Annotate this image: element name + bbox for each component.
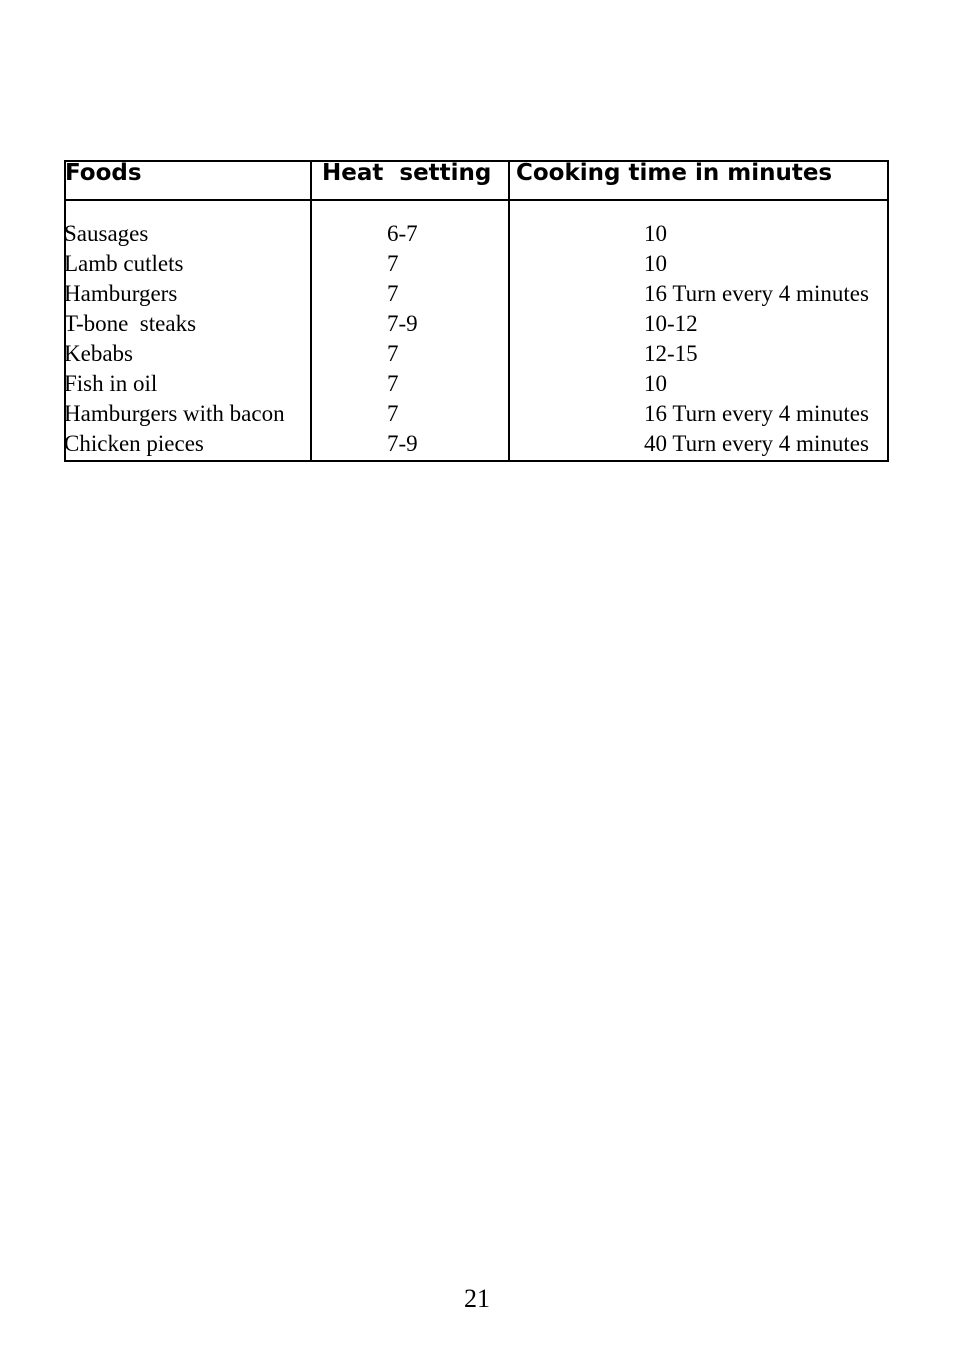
table-row-time: 10	[644, 221, 667, 246]
table-row-time: 10	[644, 251, 667, 276]
table-row-time: 12-15	[644, 341, 698, 366]
header-heat-setting: Heat setting	[322, 160, 492, 186]
table-row-food: Sausages	[64, 221, 149, 246]
table-row-heat: 6-7	[387, 221, 418, 246]
table-row-heat: 7	[387, 251, 399, 276]
page-number: 21	[464, 1284, 490, 1313]
column-divider	[508, 160, 510, 462]
table-row-food: Kebabs	[64, 341, 133, 366]
table-row-heat: 7	[387, 371, 399, 396]
header-foods: Foods	[65, 160, 142, 186]
table-row-heat: 7-9	[387, 431, 418, 456]
table-row-time: 10	[644, 371, 667, 396]
table-row-heat: 7	[387, 341, 399, 366]
table-row-time: 16 Turn every 4 minutes	[644, 401, 869, 426]
table-row-time: 10-12	[644, 311, 698, 336]
column-divider	[310, 160, 312, 462]
header-cooking-time: Cooking time in minutes	[516, 160, 833, 186]
table-row-food: Hamburgers with bacon	[64, 401, 285, 426]
table-row-time: 16 Turn every 4 minutes	[644, 281, 869, 306]
table-row-heat: 7	[387, 401, 399, 426]
table-row-food: T-bone steaks	[64, 311, 197, 336]
table-row-food: Fish in oil	[64, 371, 158, 396]
table-row-food: Chicken pieces	[64, 431, 204, 456]
table-row-food: Hamburgers	[64, 281, 178, 306]
table-row-time: 40 Turn every 4 minutes	[644, 431, 869, 456]
table-row-heat: 7-9	[387, 311, 418, 336]
table-row-food: Lamb cutlets	[64, 251, 184, 276]
table-row-heat: 7	[387, 281, 399, 306]
header-divider	[64, 199, 889, 201]
